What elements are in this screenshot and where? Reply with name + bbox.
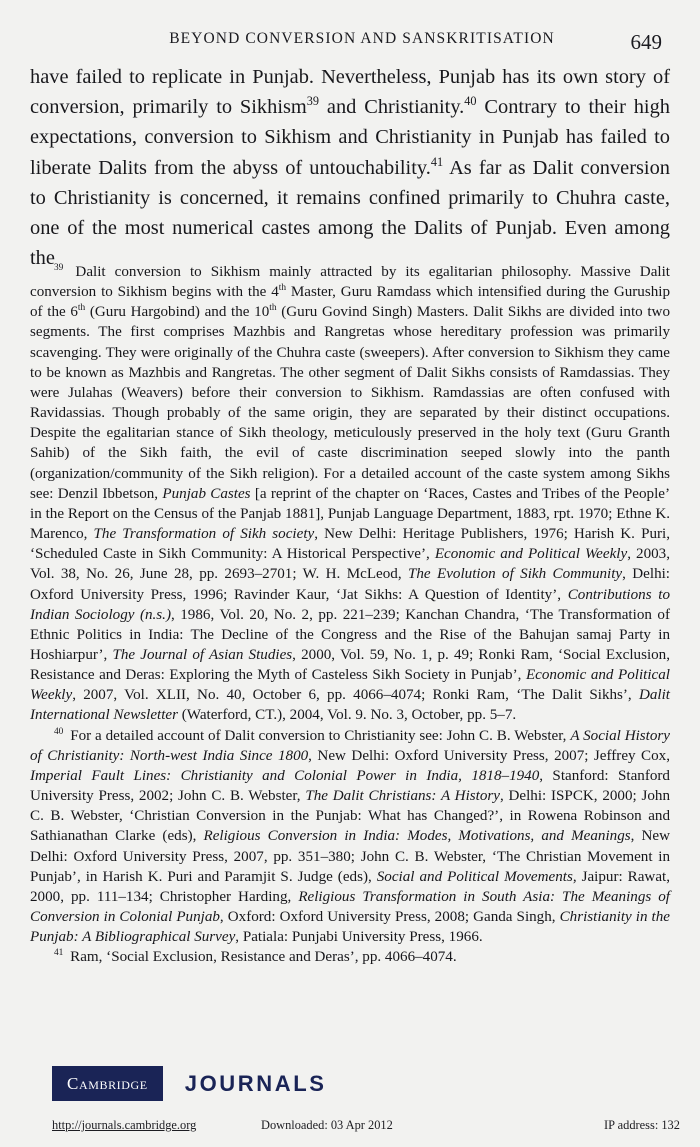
journals-wordmark: JOURNALS [184,1070,327,1096]
ip-address: IP address: 132 [604,1118,680,1132]
body-text-block [30,62,670,273]
running-head-title: BEYOND CONVERSION AND SANSKRITISATION [169,30,555,47]
cambridge-logo-box: Cambridge [52,1066,163,1101]
footnote-40: $^{40}$ For a detailed account of Dalit conversion to Christianity see: John C. B. Webster, A Social History of Christianity: North-west India Since 1800, New Delhi: Oxford University Press, 2007; Jeffrey Cox, Imperial Fault Lines: Christianity and Colonial Power in India, 1818–1940, Stanford: Stanford University Press, 2002; John C. B. Webster, The Dalit Christians: A History, Delhi: ISPCK, 2000; John C. B. Webster, ‘Christian Conversion in the Punjab: What has Changed?’, in Rowena Robinson and Sathianathan Clarke (eds), Religious Conversion in India: Modes, Motivations, and Meanings, New Delhi: Oxford University Press, 2007, pp. 351–380; John C. B. Webster, ‘The Christian Movement in Punjab’, in Harish K. Puri and Paramjit S. Judge (eds), Social and Political Movements, Jaipur: Rawat, 2000, pp. 111–134; Christopher Harding, Religious Transformation in South Asia: The Meanings of Conversion in Colonial Punjab, Oxford: Oxford University Press, 2008; Ganda Singh, Christianity in the Punjab: A Bibliographical Survey, Patiala: Punjabi University Press, 1966. [30,726,671,946]
footnote-41: $^{41}$ Ram, ‘Social Exclusion, Resistance and Deras’, pp. 4066–4074. [54,948,457,966]
download-meta-bar [0,1118,700,1140]
footnote-39: $^{39}$ Dalit conversion to Sikhism mainly attracted by its egalitarian philosophy. Massive Dalit conversion to Sikhism begins with the 4th Master, Guru Ramdass which intensified during the Guruship of the 6th (Guru Hargobind) and the 10th (Guru Govind Singh) Masters. Dalit Sikhs are divided into two segments. The first comprises Mazhbis and Rangretas whose hereditary profession was primarily scavenging. They were originally of the Chuhra caste (sweepers). After conversion to Sikhism they came to be known as Mazhbis and Rangretas. The other segment of Dalit Sikhs consists of Ramdassias. They were Julahas (Weavers) before their conversion to Sikhism. Ramdassias are often confused with Ravidassias. Though probably of the same origin, they are separated by their distinct occupations. Despite the egalitarian stance of Sikh theology, meticulously preserved in the holy text (Guru Granth Sahib) of the Sikh faith, the evil of caste discrimination seeped slowly into the panth (organization/community of the Sikh religion). For a detailed account of the caste system among Sikhs see: Denzil Ibbetson, Punjab Castes [a reprint of the chapter on ‘Races, Castes and Tribes of the People’ in the Report on the Census of the Panjab 1881], Punjab Language Department, 1883, rpt. 1970; Ethne K. Marenco, The Transformation of Sikh society, New Delhi: Heritage Publishers, 1976; Harish K. Puri, ‘Scheduled Caste in Sikh Community: A Historical Perspective’, Economic and Political Weekly, 2003, Vol. 38, No. 26, June 28, pp. 2693–2701; W. H. McLeod, The Evolution of Sikh Community, Delhi: Oxford University Press, 1996; Ravinder Kaur, ‘Jat Sikhs: A Question of Identity’, Contributions to Indian Sociology (n.s.), 1986, Vol. 20, No. 2, pp. 221–239; Kanchan Chandra, ‘The Transformation of Ethnic Politics in India: The Decline of the Congress and the Rise of the Bahujan samaj Party in Hoshiarpur’, The Journal of Asian Studies, 2000, Vol. 59, No. 1, p. 49; Ronki Ram, ‘Social Exclusion, Resistance and Deras: Exploring the Myth of Casteless Sikh Society in Punjab’, Economic and Political Weekly, 2007, Vol. XLII, No. 40, October 6, pp. 4066–4074; Ronki Ram, ‘The Dalit Sikhs’, Dalit International Newsletter (Waterford, CT.), 2004, Vol. 9. No. 3, October, pp. 5–7. [30,262,671,724]
cambridge-journals-logo [52,1066,327,1101]
journals-url-link[interactable]: http://journals.cambridge.org [52,1118,197,1132]
page-number: 649 [630,30,662,54]
running-head [62,30,662,56]
downloaded-date: Downloaded: 03 Apr 2012 [261,1118,393,1132]
footnotes-block [30,262,670,967]
body-paragraph: have failed to replicate in Punjab. Nevertheless, Punjab has its own story of conversion, primarily to Sikhism$^{39}$ and Christianity.$^{40}$ Contrary to their high expectations, conversion to Sikhism and Christianity in Punjab has failed to liberate Dalits from the abyss of untouchability.$^{41}$ As far as Dalit conversion to Christianity is concerned, it remains confined primarily to Chuhra caste, one of the most numerical castes among the Dalits of Punjab. Even among the [30,66,670,270]
